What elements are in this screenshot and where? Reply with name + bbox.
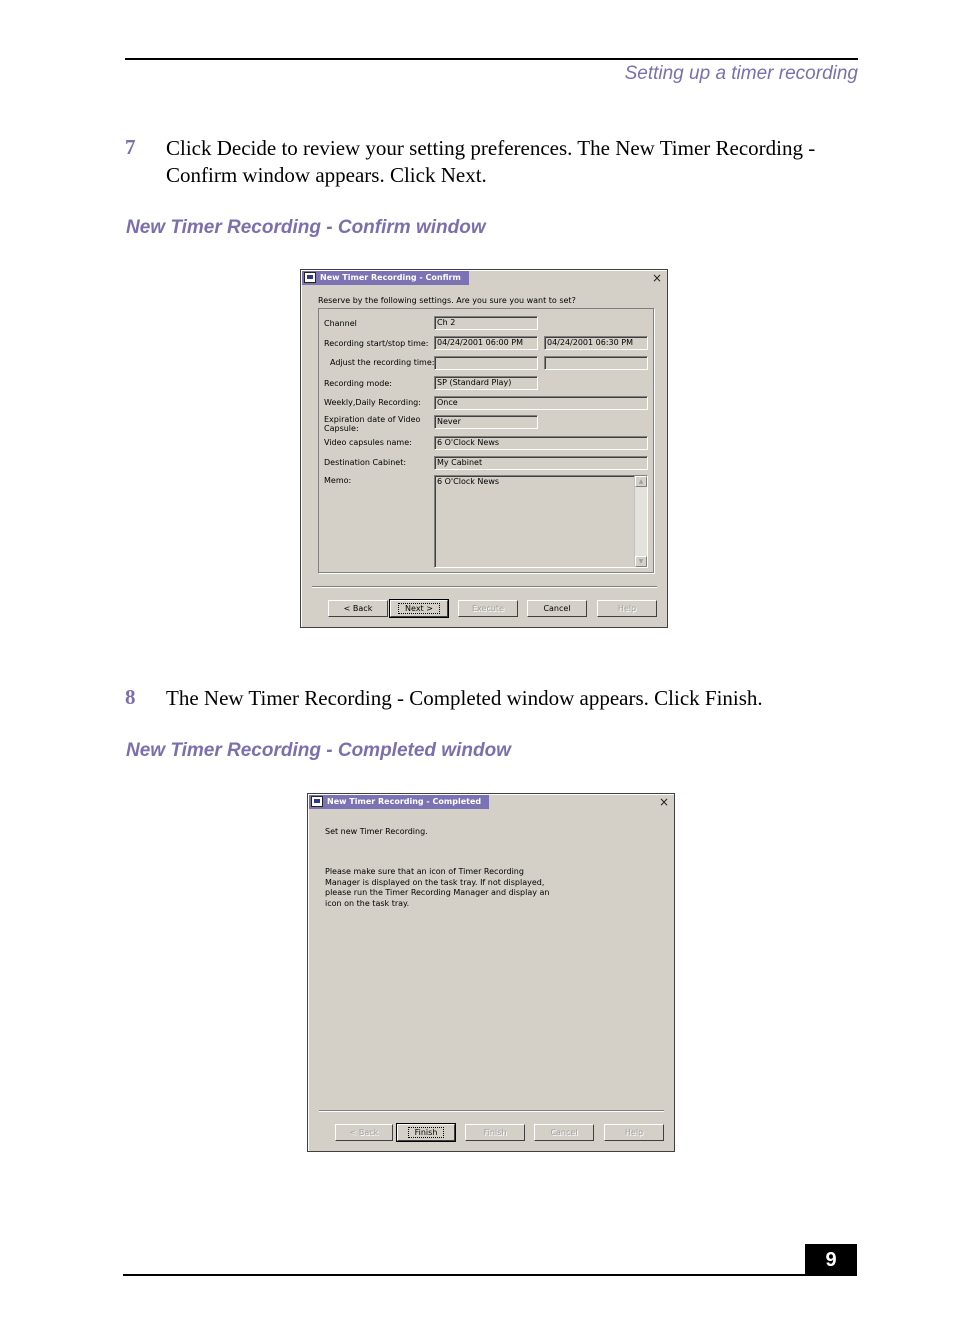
running-header: Setting up a timer recording — [624, 63, 858, 84]
next-button[interactable] — [390, 600, 448, 617]
scroll-up-icon[interactable]: ▲ — [635, 476, 647, 487]
confirm-title: New Timer Recording - Confirm — [302, 271, 469, 285]
close-icon[interactable]: × — [651, 271, 662, 285]
memo-scrollbar[interactable] — [634, 476, 647, 567]
step-text: Click Decide to review your setting preferences. The New Timer Recording - Confirm window appears. Click Next. — [166, 136, 816, 187]
confirm-titlebar — [302, 271, 666, 285]
header-rule — [125, 58, 858, 60]
destination-label: Destination Cabinet: — [324, 458, 407, 467]
page-number: 9 — [805, 1244, 857, 1276]
channel-label: Channel — [324, 319, 357, 328]
cancel-button[interactable]: Cancel — [534, 1124, 594, 1141]
confirm-caption: New Timer Recording - Confirm window — [126, 217, 486, 238]
app-icon — [311, 796, 323, 807]
execute-button[interactable]: Execute — [458, 600, 518, 617]
step-text: The New Timer Recording - Completed window appears. Click Finish. — [166, 686, 763, 710]
memo-textarea[interactable] — [434, 475, 648, 568]
memo-text: 6 O'Clock News — [437, 477, 500, 486]
weekly-label: Weekly,Daily Recording: — [324, 398, 421, 407]
next-button-label: Next > — [398, 603, 440, 614]
confirm-prompt: Reserve by the following settings. Are you sure you want to set? — [318, 296, 576, 305]
channel-field: Ch 2 — [434, 316, 538, 330]
scroll-down-icon[interactable]: ▼ — [635, 556, 647, 567]
mode-label: Recording mode: — [324, 379, 392, 388]
weekly-field: Once — [434, 396, 648, 410]
finish-button[interactable]: Finish — [465, 1124, 525, 1141]
completed-dialog — [307, 793, 675, 1152]
back-button[interactable]: < Back — [328, 600, 388, 617]
step-number: 8 — [125, 685, 136, 709]
close-icon[interactable]: × — [658, 795, 669, 809]
completed-message-2: Please make sure that an icon of Timer Recording Manager is displayed on the task tray. If not displayed, please run the Timer Recording Manager and display an icon on the task tray. — [325, 867, 550, 908]
destination-field: My Cabinet — [434, 456, 648, 470]
expiration-field: Never — [434, 415, 538, 429]
completed-titlebar — [309, 795, 673, 809]
help-button[interactable]: Help — [604, 1124, 664, 1141]
confirm-dialog — [300, 269, 668, 628]
finish-default-label: Finish — [408, 1127, 445, 1138]
adjust-start-field — [434, 356, 538, 370]
button-separator — [312, 586, 657, 588]
finish-default-button[interactable] — [397, 1124, 455, 1141]
step-number: 7 — [125, 135, 136, 159]
expiration-label: Expiration date of Video Capsule: — [324, 415, 421, 433]
capsule-name-field: 6 O'Clock News — [434, 436, 648, 450]
completed-title: New Timer Recording - Completed — [309, 795, 489, 809]
footer-rule — [123, 1274, 857, 1276]
adjust-label: Adjust the recording time: — [330, 358, 435, 367]
completed-caption: New Timer Recording - Completed window — [126, 740, 511, 761]
help-button[interactable]: Help — [597, 600, 657, 617]
capsule-name-label: Video capsules name: — [324, 438, 412, 447]
adjust-stop-field — [544, 356, 648, 370]
memo-label: Memo: — [324, 476, 352, 485]
start-time-field: 04/24/2001 06:00 PM — [434, 336, 538, 350]
mode-field: SP (Standard Play) — [434, 376, 538, 390]
cancel-button[interactable]: Cancel — [527, 600, 587, 617]
back-button[interactable]: < Back — [335, 1124, 393, 1141]
completed-message-1: Set new Timer Recording. — [325, 827, 428, 836]
stop-time-field: 04/24/2001 06:30 PM — [544, 336, 648, 350]
app-icon — [304, 272, 316, 283]
start-stop-label: Recording start/stop time: — [324, 339, 429, 348]
button-separator — [319, 1110, 664, 1112]
